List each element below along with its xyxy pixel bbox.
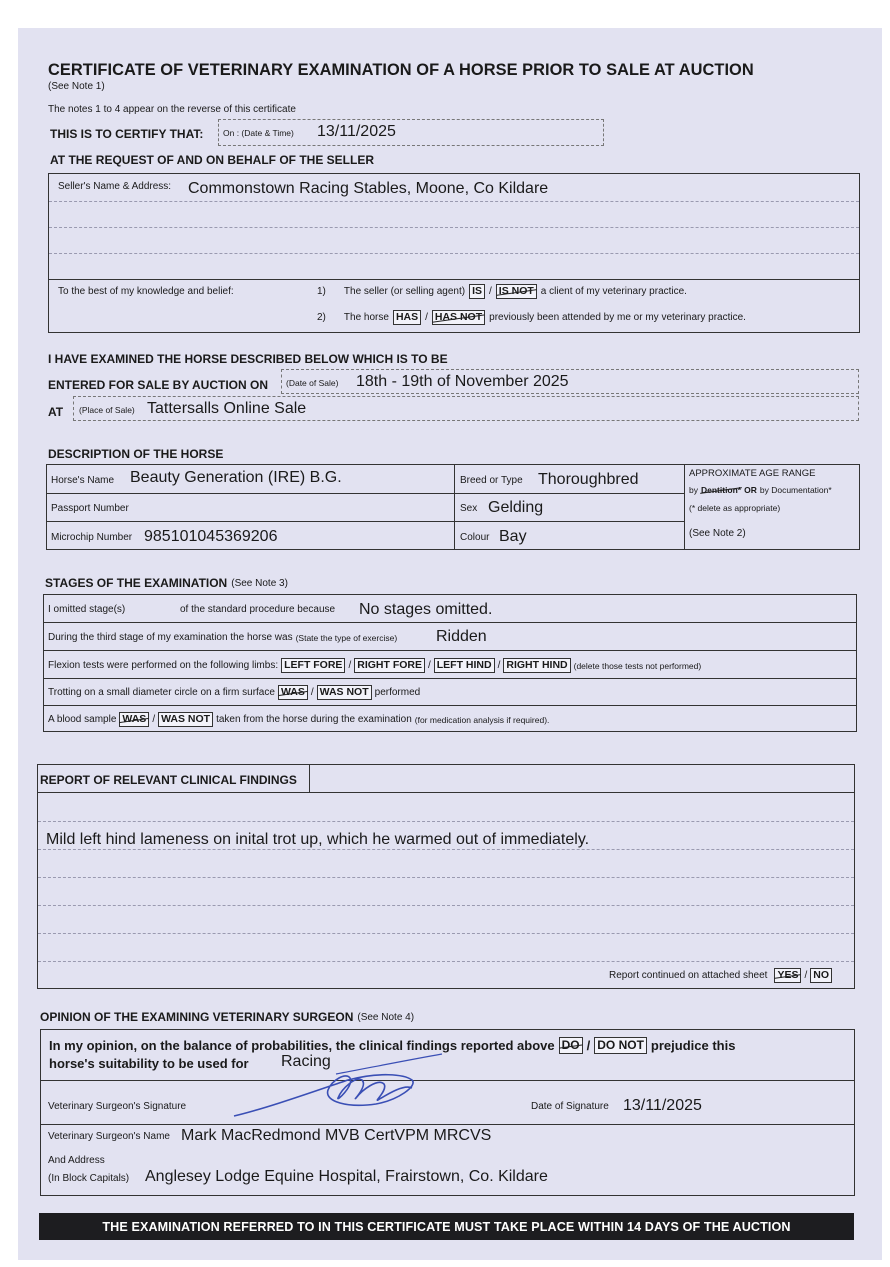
flex-sep-2: / bbox=[427, 660, 431, 671]
opinion-do-not-option[interactable]: DO NOT bbox=[594, 1037, 647, 1054]
report-heading: REPORT OF RELEVANT CLINICAL FINDINGS bbox=[40, 773, 297, 787]
trot-post: performed bbox=[374, 687, 421, 698]
on-date-field[interactable] bbox=[218, 119, 604, 146]
blood-line bbox=[48, 712, 549, 727]
report-line-6 bbox=[38, 933, 854, 934]
trot-was-option[interactable]: WAS bbox=[278, 685, 308, 700]
at-label: AT bbox=[48, 405, 64, 419]
seller-label: Seller's Name & Address: bbox=[58, 181, 172, 192]
opinion-heading-row bbox=[40, 1010, 414, 1024]
report-line-2 bbox=[38, 821, 854, 822]
seller-line-4 bbox=[49, 279, 859, 280]
surgeon-name-label: Veterinary Surgeon's Name bbox=[48, 1131, 170, 1142]
stage-line-4 bbox=[44, 705, 856, 706]
trot-label: Trotting on a small diameter circle on a firm surface bbox=[48, 687, 275, 698]
flexion-line bbox=[48, 658, 701, 673]
opinion-line1-post: prejudice this bbox=[650, 1038, 736, 1053]
age-dentition-option[interactable]: Dentition* bbox=[700, 485, 742, 495]
opinion-heading: OPINION OF THE EXAMINING VETERINARY SURGEON bbox=[40, 1010, 354, 1024]
age-by: by bbox=[689, 485, 698, 495]
desc-divider-1 bbox=[454, 465, 455, 549]
third-stage-small: (State the type of exercise) bbox=[295, 632, 398, 643]
age-title: APPROXIMATE AGE RANGE bbox=[689, 468, 816, 479]
opinion-line2: horse's suitability to be used for bbox=[49, 1056, 249, 1071]
flex-right-hind[interactable]: RIGHT HIND bbox=[503, 658, 570, 673]
third-stage-value[interactable]: Ridden bbox=[436, 628, 487, 645]
sale-date-label: (Date of Sale) bbox=[286, 378, 339, 388]
on-date-value: 13/11/2025 bbox=[317, 123, 396, 140]
certificate-title: CERTIFICATE OF VETERINARY EXAMINATION OF A HORSE PRIOR TO SALE AT AUCTION bbox=[48, 61, 754, 79]
third-stage-label: During the third stage of my examination the horse was bbox=[48, 632, 293, 643]
sale-date-value: 18th - 19th of November 2025 bbox=[356, 373, 569, 390]
stage-line-3 bbox=[44, 678, 856, 679]
address-small: (In Block Capitals) bbox=[48, 1173, 130, 1184]
request-label: AT THE REQUEST OF AND ON BEHALF OF THE SELLER bbox=[50, 153, 374, 167]
statement-2-post: previously been attended by me or my veterinary practice. bbox=[489, 312, 746, 323]
blood-was-not-option[interactable]: WAS NOT bbox=[158, 712, 213, 727]
third-stage-line bbox=[48, 632, 397, 643]
flex-left-fore[interactable]: LEFT FORE bbox=[281, 658, 345, 673]
desc-line-1 bbox=[47, 493, 684, 494]
breed-value[interactable]: Thoroughbred bbox=[538, 471, 639, 488]
blood-small: (for medication analysis if required). bbox=[414, 714, 550, 725]
is-not-option[interactable]: IS NOT bbox=[496, 284, 537, 299]
statement-1-text: The seller (or selling agent) bbox=[343, 286, 466, 297]
see-note-1: (See Note 1) bbox=[48, 81, 105, 92]
flex-sep-1: / bbox=[348, 660, 352, 671]
breed-label: Breed or Type bbox=[460, 475, 523, 486]
has-option[interactable]: HAS bbox=[393, 310, 421, 325]
certify-label: THIS IS TO CERTIFY THAT: bbox=[50, 127, 204, 141]
continued-sep: / bbox=[804, 970, 808, 981]
opinion-line1: In my opinion, on the balance of probabilities, the clinical findings reported above bbox=[49, 1038, 555, 1053]
omitted-label: I omitted stage(s) bbox=[48, 604, 126, 615]
flexion-label: Flexion tests were performed on the following limbs: bbox=[48, 660, 279, 671]
desc-line-2 bbox=[47, 521, 684, 522]
notes-line: The notes 1 to 4 appear on the reverse of this certificate bbox=[48, 104, 296, 115]
blood-sep: / bbox=[152, 714, 156, 725]
report-line-7 bbox=[38, 961, 854, 962]
age-or: OR bbox=[744, 485, 757, 495]
blood-was-option[interactable]: WAS bbox=[119, 712, 149, 727]
blood-post: taken from the horse during the examination bbox=[216, 714, 412, 725]
examined-heading: I HAVE EXAMINED THE HORSE DESCRIBED BELOW WHICH IS TO BE bbox=[48, 352, 448, 366]
sex-value[interactable]: Gelding bbox=[488, 499, 544, 516]
trot-was-not-option[interactable]: WAS NOT bbox=[317, 685, 372, 700]
stage-line-2 bbox=[44, 650, 856, 651]
report-line-5 bbox=[38, 905, 854, 906]
sale-place-value: Tattersalls Online Sale bbox=[147, 400, 307, 417]
signature-mark bbox=[228, 1050, 448, 1120]
seller-line-3 bbox=[49, 253, 859, 254]
seller-statement-2 bbox=[317, 310, 746, 325]
seller-line-1 bbox=[49, 201, 859, 202]
report-continued-line bbox=[609, 968, 832, 983]
sale-date-field[interactable] bbox=[281, 369, 859, 394]
opinion-sep: / bbox=[586, 1038, 591, 1053]
flex-left-hind[interactable]: LEFT HIND bbox=[434, 658, 495, 673]
is-option[interactable]: IS bbox=[469, 284, 485, 299]
microchip-label: Microchip Number bbox=[51, 532, 133, 543]
omitted-mid: of the standard procedure because bbox=[180, 604, 336, 615]
age-see-note: (See Note 2) bbox=[689, 528, 746, 539]
statement-2-sep: / bbox=[425, 312, 428, 323]
description-heading: DESCRIPTION OF THE HORSE bbox=[48, 447, 224, 461]
statement-1-number: 1) bbox=[317, 286, 326, 297]
report-finding[interactable]: Mild left hind lameness on inital trot up, which he warmed out of immediately. bbox=[46, 831, 590, 848]
desc-divider-2 bbox=[684, 465, 685, 549]
entered-heading: ENTERED FOR SALE BY AUCTION ON bbox=[48, 378, 269, 392]
microchip-value[interactable]: 985101045369206 bbox=[144, 528, 278, 545]
sale-place-label: (Place of Sale) bbox=[79, 405, 135, 415]
statement-2-text: The horse bbox=[343, 312, 389, 323]
age-delete-note: (* delete as appropriate) bbox=[689, 503, 781, 513]
sex-label: Sex bbox=[460, 503, 478, 514]
report-heading-divider bbox=[309, 765, 310, 792]
colour-label: Colour bbox=[460, 532, 490, 543]
report-line-3 bbox=[38, 849, 854, 850]
on-date-label: On : (Date & Time) bbox=[223, 128, 294, 138]
stages-heading: STAGES OF THE EXAMINATION bbox=[45, 576, 228, 590]
seller-line-2 bbox=[49, 227, 859, 228]
age-documentation-option[interactable]: by Documentation* bbox=[759, 485, 832, 495]
trot-sep: / bbox=[310, 687, 314, 698]
report-line-1 bbox=[38, 792, 854, 793]
opinion-do-option[interactable]: DO bbox=[559, 1037, 583, 1054]
statement-1-sep: / bbox=[489, 286, 492, 297]
seller-statement-1 bbox=[317, 284, 687, 299]
blood-label: A blood sample bbox=[48, 714, 117, 725]
passport-label: Passport Number bbox=[51, 503, 129, 514]
signature-date-value[interactable]: 13/11/2025 bbox=[623, 1097, 702, 1114]
statement-1-post: a client of my veterinary practice. bbox=[540, 286, 687, 297]
report-line-4 bbox=[38, 877, 854, 878]
horse-name-value[interactable]: Beauty Generation (IRE) B.G. bbox=[130, 469, 342, 486]
colour-value[interactable]: Bay bbox=[499, 528, 527, 545]
has-not-option[interactable]: HAS NOT bbox=[432, 310, 485, 325]
signature-label: Veterinary Surgeon's Signature bbox=[48, 1101, 187, 1112]
seller-value[interactable]: Commonstown Racing Stables, Moone, Co Kildare bbox=[188, 180, 549, 197]
stage-line-1 bbox=[44, 622, 856, 623]
continued-no-option[interactable]: NO bbox=[810, 968, 832, 983]
opinion-note: (See Note 4) bbox=[357, 1011, 415, 1023]
trot-line bbox=[48, 685, 420, 700]
continued-label: Report continued on attached sheet bbox=[609, 970, 768, 981]
opinion-line-2 bbox=[41, 1124, 854, 1125]
footer-banner: THE EXAMINATION REFERRED TO IN THIS CERTIFICATE MUST TAKE PLACE WITHIN 14 DAYS OF THE AUCTION bbox=[39, 1213, 854, 1240]
horse-name-label: Horse's Name bbox=[51, 475, 115, 486]
sale-place-field[interactable] bbox=[73, 396, 859, 421]
opinion-use-value[interactable]: Racing bbox=[281, 1053, 331, 1070]
flex-right-fore[interactable]: RIGHT FORE bbox=[354, 658, 425, 673]
age-method-line bbox=[689, 485, 832, 495]
signature-date-label: Date of Signature bbox=[531, 1101, 609, 1112]
statement-2-number: 2) bbox=[317, 312, 326, 323]
flex-sep-3: / bbox=[497, 660, 501, 671]
address-label: And Address bbox=[48, 1155, 105, 1166]
stages-heading-row bbox=[45, 576, 288, 590]
address-value[interactable]: Anglesey Lodge Equine Hospital, Frairstown, Co. Kildare bbox=[145, 1168, 548, 1185]
stages-note: (See Note 3) bbox=[231, 577, 288, 589]
flex-note: (delete those tests not performed) bbox=[573, 660, 702, 671]
continued-yes-option[interactable]: YES bbox=[774, 968, 801, 983]
surgeon-name-value[interactable]: Mark MacRedmond MVB CertVPM MRCVS bbox=[181, 1127, 492, 1144]
omitted-value[interactable]: No stages omitted. bbox=[359, 601, 493, 618]
belief-label: To the best of my knowledge and belief: bbox=[58, 286, 234, 297]
